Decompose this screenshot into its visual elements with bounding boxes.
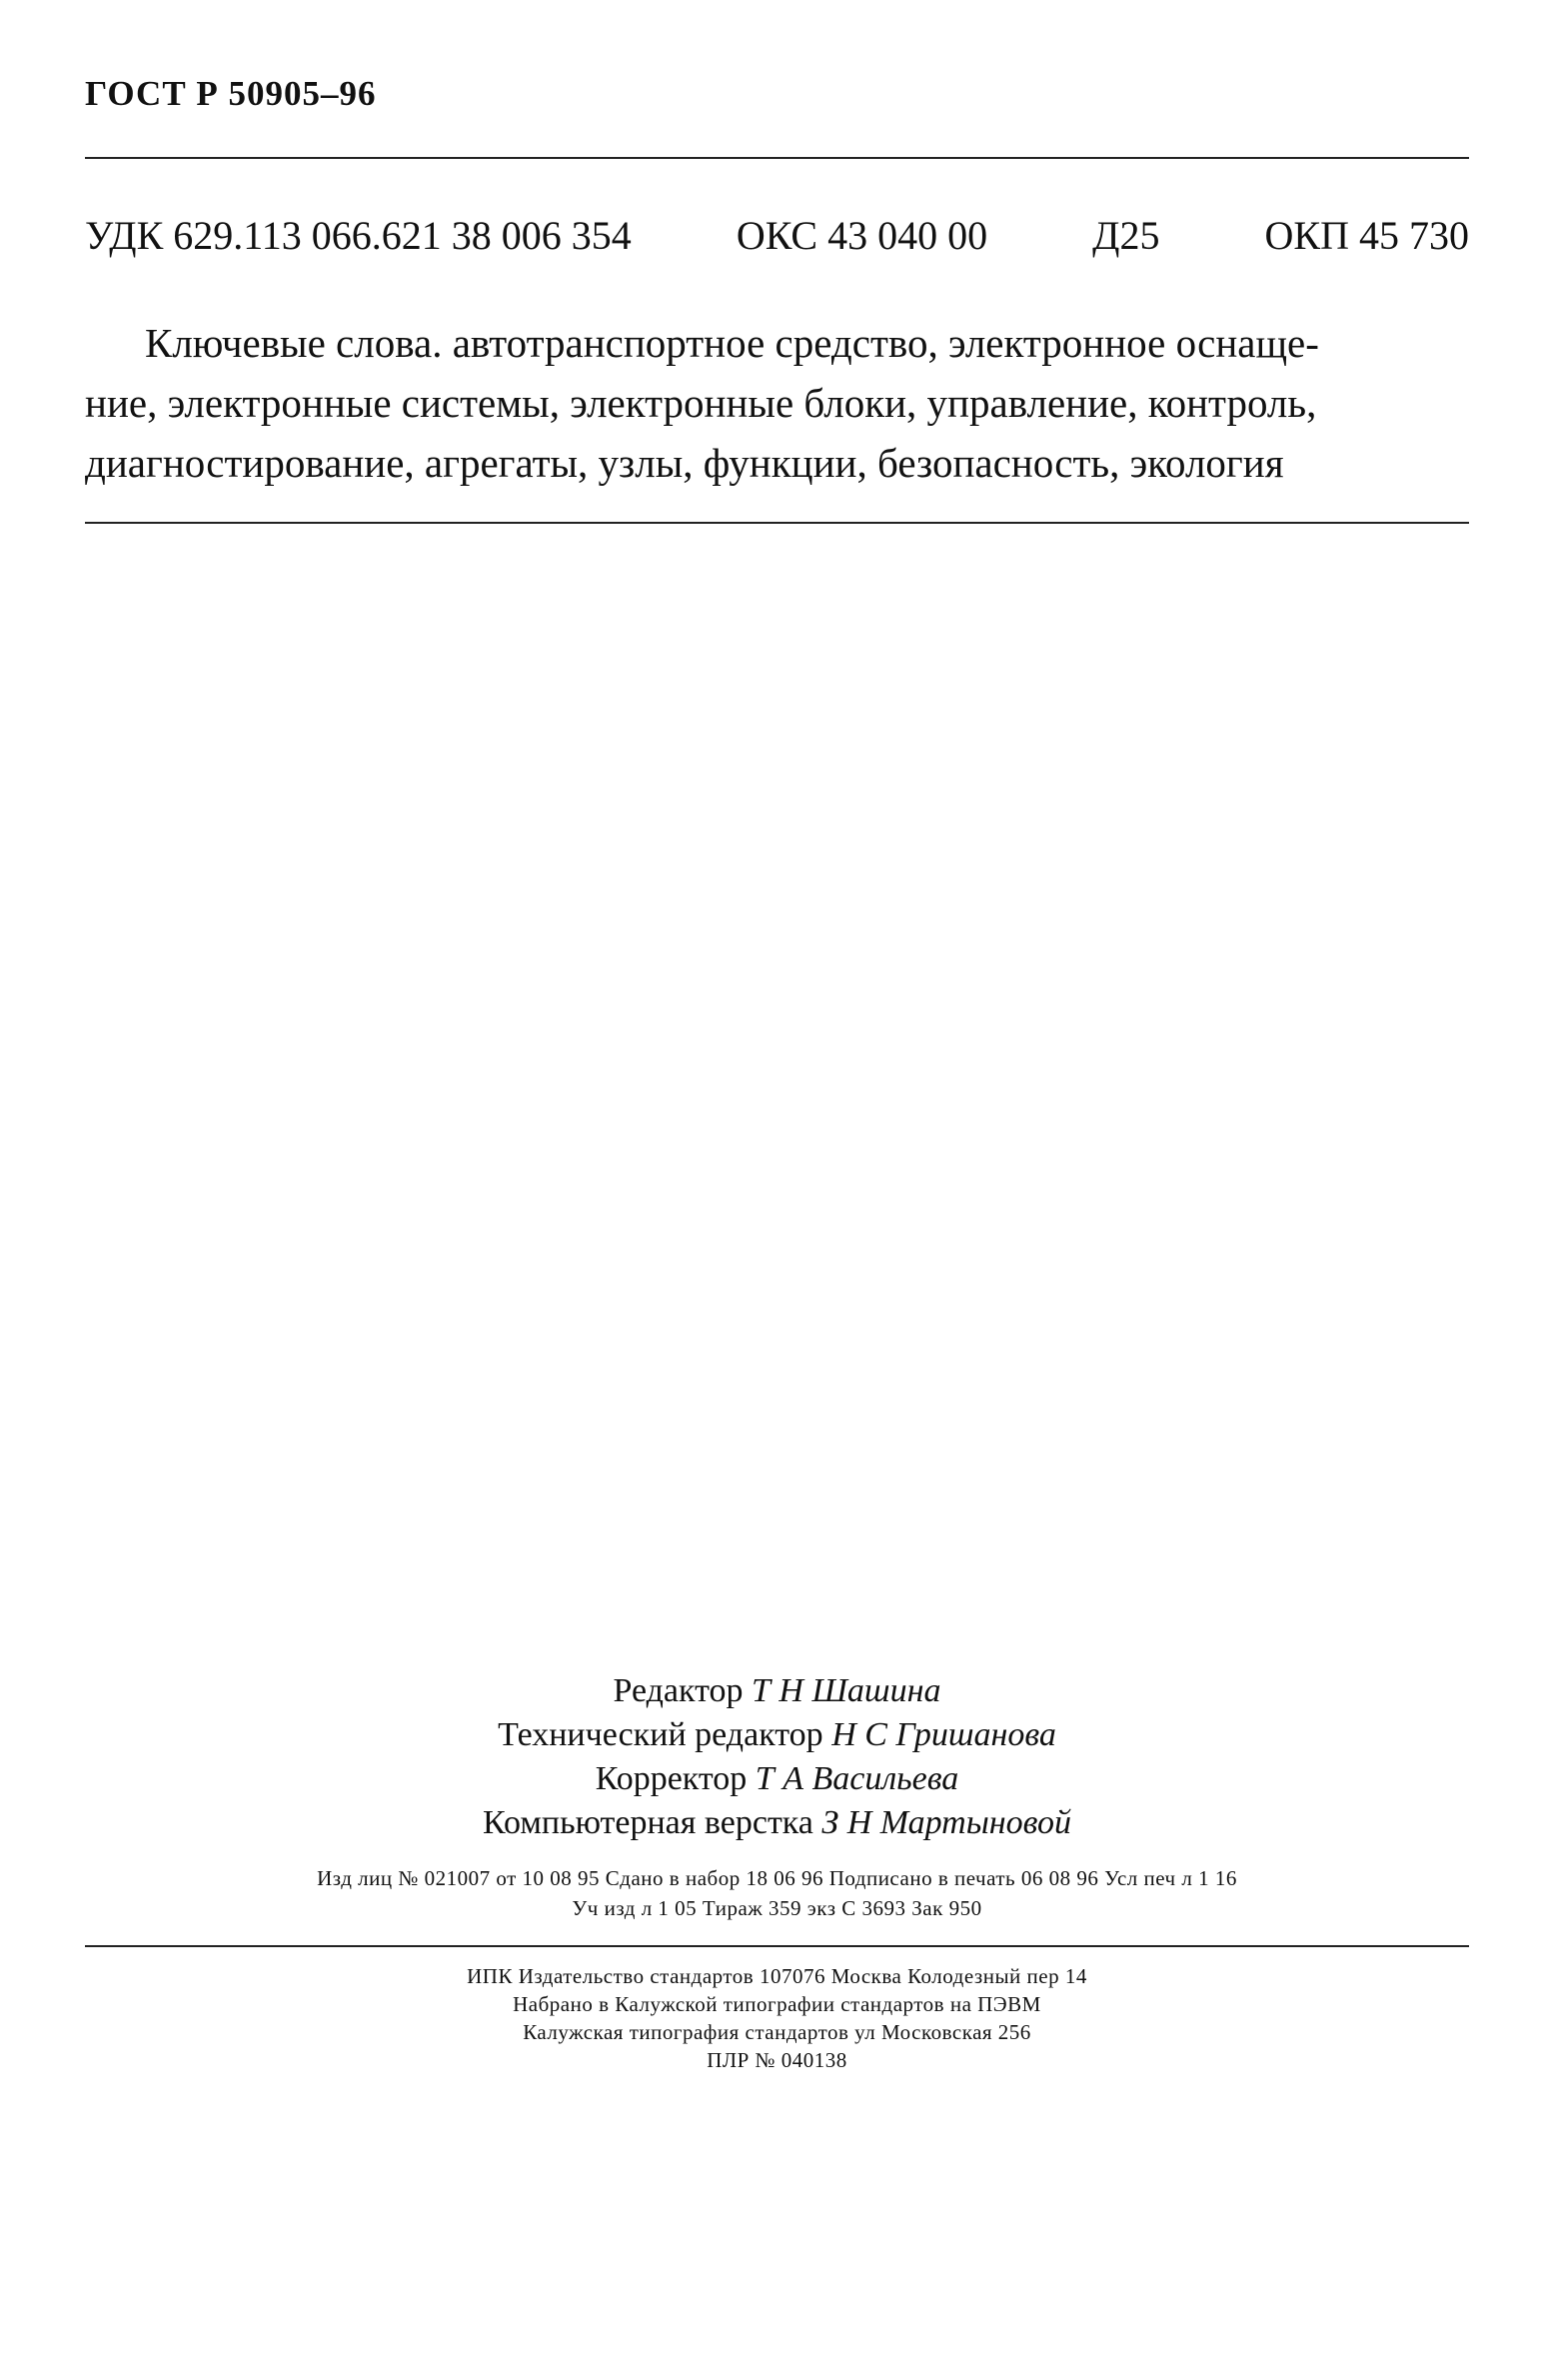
credit-name: З Н Мартыновой <box>821 1804 1071 1841</box>
credit-row <box>85 1801 1469 1845</box>
credits-block <box>85 1669 1469 1845</box>
printer-line: Калужская типография стандартов ул Московская 256 <box>523 2020 1031 2044</box>
printer-info <box>85 1962 1469 2074</box>
oks-code: ОКС 43 040 00 <box>736 213 988 258</box>
publication-line: Уч изд л 1 05 Тираж 359 экз С 3693 Зак 950 <box>572 1896 982 1920</box>
keywords-line: Ключевые слова. автотранспортное средство, электронное оснаще- <box>145 320 1319 366</box>
credit-name: Н С Гришанова <box>831 1716 1056 1753</box>
group-code: Д25 <box>1092 213 1160 258</box>
publication-divider <box>85 1945 1469 1947</box>
printer-line: Набрано в Калужской типографии стандартов на ПЭВМ <box>513 1992 1041 2016</box>
credit-role: Корректор <box>595 1760 748 1797</box>
okp-code: ОКП 45 730 <box>1264 213 1469 258</box>
keywords-paragraph <box>85 313 1469 493</box>
header-divider <box>85 157 1469 159</box>
publication-line: Изд лиц № 021007 от 10 08 95 Сдано в набор 18 06 96 Подписано в печать 06 08 96 Усл печ л 1 16 <box>317 1866 1237 1890</box>
credit-role: Компьютерная верстка <box>483 1804 813 1841</box>
credit-row <box>85 1713 1469 1757</box>
credit-name: Т А Васильева <box>755 1760 959 1797</box>
printer-line: ИПК Издательство стандартов 107076 Москва Колодезный пер 14 <box>467 1964 1087 1988</box>
keywords-line: ние, электронные системы, электронные блоки, управление, контроль, <box>85 380 1317 426</box>
classification-line <box>85 212 1469 259</box>
publication-info <box>85 1863 1469 1923</box>
standard-header: ГОСТ Р 50905–96 <box>85 74 377 113</box>
credit-name: Т Н Шашина <box>752 1672 941 1709</box>
keywords-line: диагностирование, агрегаты, узлы, функции, безопасность, экология <box>85 440 1284 486</box>
credit-row <box>85 1757 1469 1801</box>
keywords-divider <box>85 522 1469 524</box>
credit-row <box>85 1669 1469 1713</box>
credit-role: Редактор <box>613 1672 744 1709</box>
credit-role: Технический редактор <box>498 1716 823 1753</box>
udk-code: УДК 629.113 066.621 38 006 354 <box>85 213 632 258</box>
printer-line: ПЛР № 040138 <box>707 2048 847 2072</box>
